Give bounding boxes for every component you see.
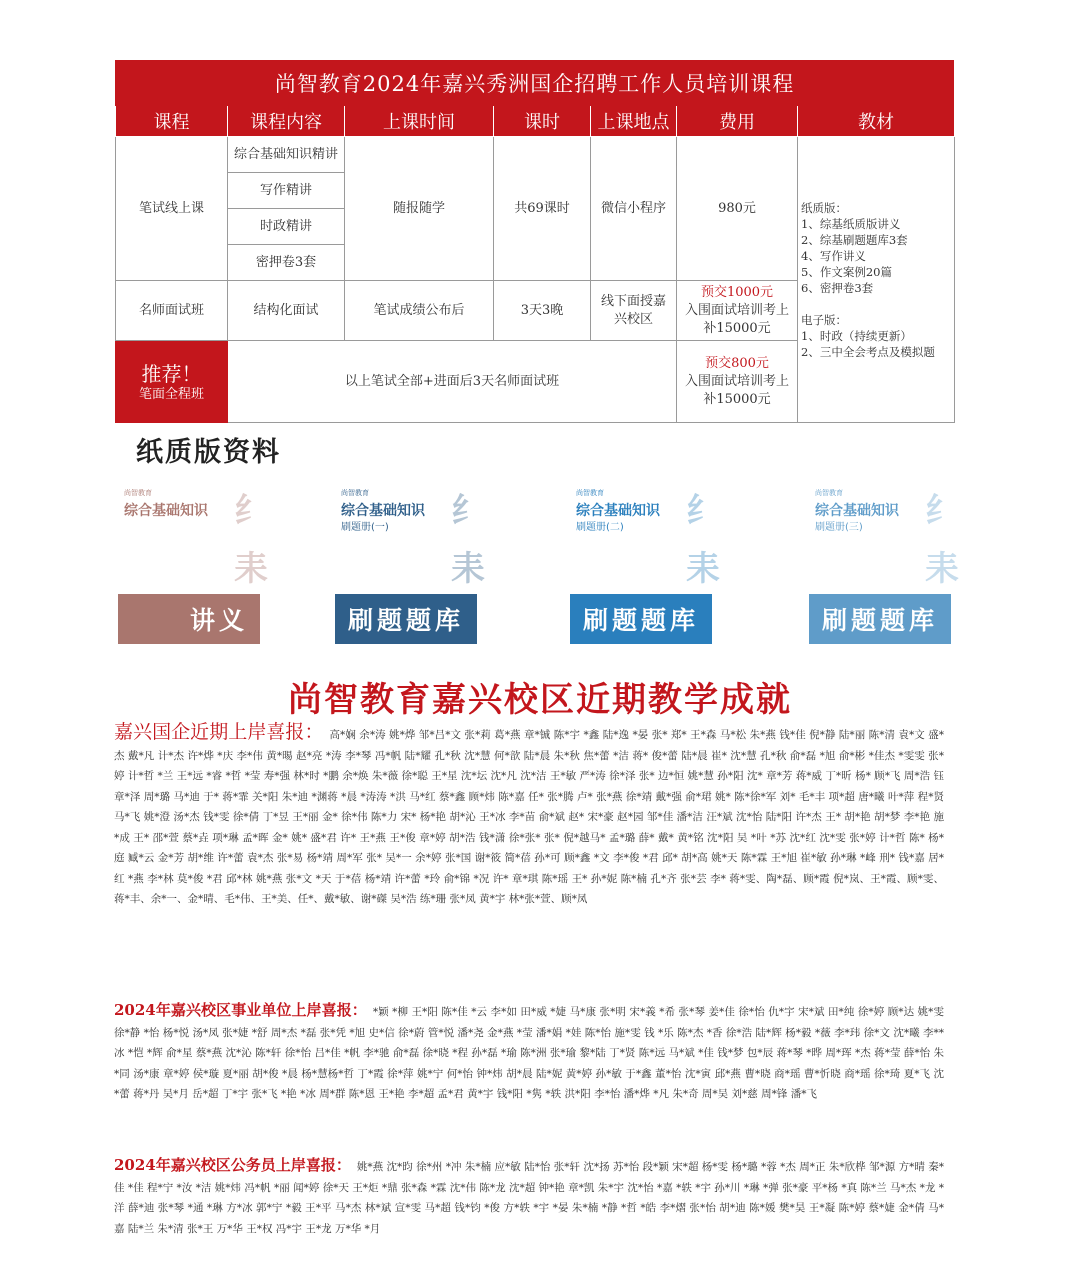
row1-place: 微信小程序 [591,137,677,281]
institution-honor-names: *颖 *柳 王*阳 陈*佳 *云 李*如 田*威 *婕 马*康 张*明 宋*義 *希 张*琴 姜*佳 徐*怡 仇*宇 宋*斌 田*纯 徐*婷 顾*达 姚*雯 徐*静 *怡 杨*悦 汤*凤 张*婕 *舒 周*杰 *磊 张*凭 *旭 史*信 徐*蔚 管*悦 潘*尧 金*燕 *莹 潘*娟 *娃 陈*怡 施*雯 钱 *乐 陈*杰 *香 徐*浩 陆*辉 杨*毅 *薇 李*玮 徐*文 沈*曦 李**冰 *恺 *辉 俞*星 蔡*燕 沈*沁 陈*轩 徐*怡 吕*佳 *帆 李*驰 俞*磊 徐*晓 *程 孙*磊 *瑜 陈*洲 张*瑜 黎*陆 丁*贤 陈*远 马*斌 *佳 钱*梦 包*辰 蒋*琴 *晔 周*珲 *杰 蒋*莹 薛*怡 朱*同 汤*康 章*婷 侯*璇 夏*丽 胡*俊 *晨 杨*慧杨*哲 丁*霞 徐*萍 姚*宁 何*怡 钟*炜 胡*晨 陆*妮 黄*婷 孙*敏 于*鑫 董*怡 沈*寅 邱*燕 曹*晓 商*瑶 曹*忻晓 商*瑶 徐*琦 夏*飞 沈*蕾 蒋*丹 吴*月 岳*超 丁*宇 张*飞 *艳 *冰 周*群 陈*恩 王*艳 李*超 孟*君 黄*宇 钱*阳 *隽 *轶 洪*阳 李*怡 潘*烨 *凡 朱*奇 周*吴 刘*慈 周*锋 潘*飞 [114,1006,944,1100]
soe-honor-list [114,722,944,910]
materials-line: 6、密押卷3套 [801,280,874,295]
row2-course: 名师面试班 [116,281,228,341]
header-hours: 课时 [494,106,591,137]
book-title: 综合基础知识 [124,503,208,519]
civil-servant-honor-list [114,1155,944,1239]
civil-servant-honor-label: 2024年嘉兴校区公务员上岸喜报： [114,1156,351,1174]
course-table [115,106,955,423]
book-cover-2 [335,480,485,646]
book-subtitle: 刷题册(三) [815,522,863,533]
row2-fee-red: 预交1000元 [700,284,774,300]
materials-line: 1、时政（持续更新） [801,328,912,343]
header-course: 课程 [116,106,228,137]
header-fee: 费用 [677,106,798,137]
book-deco: 纟 耒 [686,491,720,589]
book-subtitle: 刷题册(一) [341,522,389,533]
achievements-title: 尚智教育嘉兴校区近期教学成就 [288,680,792,720]
header-content: 课程内容 [228,106,345,137]
book-deco: 纟 耒 [451,491,485,589]
book-band: 刷题题库 [335,594,477,644]
book-cover-3 [570,480,720,646]
book-cover-4 [809,480,959,646]
book-band: 刷题题库 [570,594,712,644]
materials-line: 2、三中全会考点及模拟题 [801,344,935,359]
row1-course: 笔试线上课 [116,137,228,281]
book-deco: 纟 耒 [925,491,959,589]
row2-time: 笔试成绩公布后 [345,281,494,341]
materials-line: 电子版： [801,312,847,327]
row1-time: 随报随学 [345,137,494,281]
civil-servant-honor-names: 姚*燕 沈*昀 徐*州 *冲 朱*楠 应*敏 陆*怡 张*轩 沈*扬 苏*怡 段*颖 宋*超 杨*雯 杨*璐 *蓉 *杰 周*正 朱*欣桦 邹*源 方*晴 秦*佳 *佳 程*宁 *汝 *洁 姚*炜 冯*帆 *丽 闻*婷 徐*天 王*炬 *鼎 张*森 *霖 沈*伟 陈*龙 沈*超 钟*艳 章*凯 朱*宇 沈*怡 *嘉 *轶 *宇 孙*川 *琳 *弹 张*豪 平*杨 *真 陈*兰 马*杰 *龙 *洋 薛*迪 张*琴 *通 *琳 方*冰 郭*宁 *毅 王*平 马*杰 林*斌 宣*雯 马*超 钱*钧 *俊 方*轶 *宇 *晏 朱*楠 *静 *哲 *皓 李*熠 张*怡 胡*迪 陈*媛 樊*昊 王*凝 陈*婷 蔡*婕 金*倩 马*嘉 陆*兰 朱*清 张*王 万*华 王*权 冯*宇 王*龙 万*华 *月 [114,1161,944,1235]
materials-line: 1、综基纸质版讲义 [801,216,901,231]
materials-line: 5、作文案例20篇 [801,264,892,279]
row3-content: 以上笔试全部+进面后3天名师面试班 [228,341,677,423]
paper-materials-heading: 纸质版资料 [136,437,281,468]
row3-fee [677,341,798,423]
row2-fee [677,281,798,341]
row2-place: 线下面授嘉兴校区 [591,281,677,341]
row1-content-4: 密押卷3套 [228,245,345,281]
table-row [116,137,955,173]
book-subtitle: 刷题册(二) [576,522,624,533]
row3-fee-note: 入围面试培训考上补15000元 [684,373,789,407]
soe-honor-names: 高*娴 余*涛 姚*烨 邹*吕*文 张*莉 葛*燕 章*铖 陈*宇 *鑫 陆*逸 *晏 张* 郑* 王*森 马*松 朱*燕 钱*佳 倪*静 陆*丽 陈*清 袁*文 盛*杰 戴*凡 计*杰 许*烨 *庆 李*伟 黄*晹 赵*亮 *涛 李*琴 冯*帆 陆*耀 孔*秋 沈*慧 何*歆 陆*晨 朱*秋 焦*蕾 *洁 蒋* 俊*蕾 陆*晨 崔* 沈*慧 孔*秋 俞*磊 *旭 俞*彬 *佳杰 *雯雯 张*婷 计*哲 *兰 王*远 *睿 *哲 *莹 寿*强 林*时 *鹏 余*焕 朱*薇 徐*聪 王*星 沈*坛 沈*凡 沈*洁 王*敏 严*涛 徐*泽 张* 边*恒 姚*慧 孙*阳 沈* 章*芳 蒋*威 丁*昕 杨* 顾*飞 周*浩 钰 章*泽 周*璐 马*迪 于* 蒋*霏 关*阳 朱*迪 *渊蒋 *晨 *涛涛 *洪 马*红 蔡*鑫 顾*炜 陈*嘉 任* 张*腾 卢* 张*燕 徐*靖 戴*强 俞*珺 姚* 陈*徐*军 刘* 毛*丰 项*超 唐*曦 叶*萍 程*贤 马*飞 姚*澄 汤*杰 钱*雯 徐*倩 丁*昱 王*丽 金* 徐*伟 陈*力 宋* 杨*艳 胡*沁 王*冰 李*苗 俞*斌 赵* 宋*豪 赵*园 邹*佳 潘*洁 汪*斌 沈*怡 陆*阳 许*杰 王* 胡*艳 胡*梦 李*艳 施*成 王* 邵*萱 蔡*垚 项*琳 孟*晖 金* 姚* 盛*君 许* 王*燕 王*俊 章*婷 胡*浩 钱*潇 徐*张* 张* 倪*越马* 孟*璐 薛* 戴* 黄*铭 沈*阳 吴 *叶 *苏 沈*红 沈*雯 张*婷 计*哲 陈* 杨*庭 臧*云 金*芳 胡*维 许*蕾 袁*杰 张*易 杨*靖 周*军 张* 吴*一 余*婷 张*国 谢*筱 简*蓓 孙*可 顾*鑫 *文 李*俊 *君 邱* 胡*高 姚*天 陈*霖 王*旭 崔*敏 孙*琳 *峰 刑* 钱*嘉 居*红 *燕 李*林 莫*俊 *君 邱*林 姚*燕 张*文 *天 于*蓓 杨*靖 许*蕾 *玲 俞*锦 *况 许* 章*琪 陈*瑶 王* 孙*妮 陈*楠 孔*齐 张*芸 李* 蒋*雯、陶*磊、顾*霞 倪*岚、王*霞、顾*雯、蒋*丰、余*一、金*晴、毛*伟、王*美、任*、戴*敏、谢*磔 吴*浩 练*珊 张*凤 黄*宇 林*张*萱、顾*凤 [114,729,944,905]
header-time: 上课时间 [345,106,494,137]
recommend-label: 推荐！ [141,361,202,386]
materials-line: 纸质版： [801,200,847,215]
institution-honor-label: 2024年嘉兴校区事业单位上岸喜报： [114,1001,367,1019]
materials-line: 4、写作讲义 [801,248,866,263]
course-table-header-row [116,106,955,137]
row1-content-1: 综合基础知识精讲 [228,137,345,173]
course-table-title: 尚智教育2024年嘉兴秀洲国企招聘工作人员培训课程 [115,60,954,106]
book-band: 刷题题库 [809,594,951,644]
row2-content: 结构化面试 [228,281,345,341]
course-table-wrap [115,60,954,423]
book-title: 综合基础知识 [576,503,660,519]
row1-content-3: 时政精讲 [228,209,345,245]
book-title: 综合基础知识 [815,503,899,519]
materials-list [798,137,955,423]
book-brand: 尚智教育 [815,489,843,497]
row1-fee: 980元 [677,137,798,281]
row1-content-2: 写作精讲 [228,173,345,209]
header-place: 上课地点 [591,106,677,137]
recommend-sublabel: 笔面全程班 [138,386,204,402]
row2-fee-note: 入围面试培训考上补15000元 [684,302,789,336]
book-deco: 纟 耒 [234,491,268,589]
materials-line [801,296,951,312]
book-brand: 尚智教育 [576,489,604,497]
soe-honor-label: 嘉兴国企近期上岸喜报： [114,721,324,743]
row3-recommend [116,341,228,423]
book-cover-1 [118,480,268,646]
header-materials: 教材 [798,106,955,137]
materials-line: 2、综基刷题题库3套 [801,232,908,247]
book-title: 综合基础知识 [341,503,425,519]
book-band: 讲义 [118,594,260,644]
row1-hours: 共69课时 [494,137,591,281]
book-brand: 尚智教育 [124,489,152,497]
institution-honor-list [114,1000,944,1105]
row2-hours: 3天3晚 [494,281,591,341]
book-brand: 尚智教育 [341,489,369,497]
row3-fee-red: 预交800元 [705,355,769,371]
